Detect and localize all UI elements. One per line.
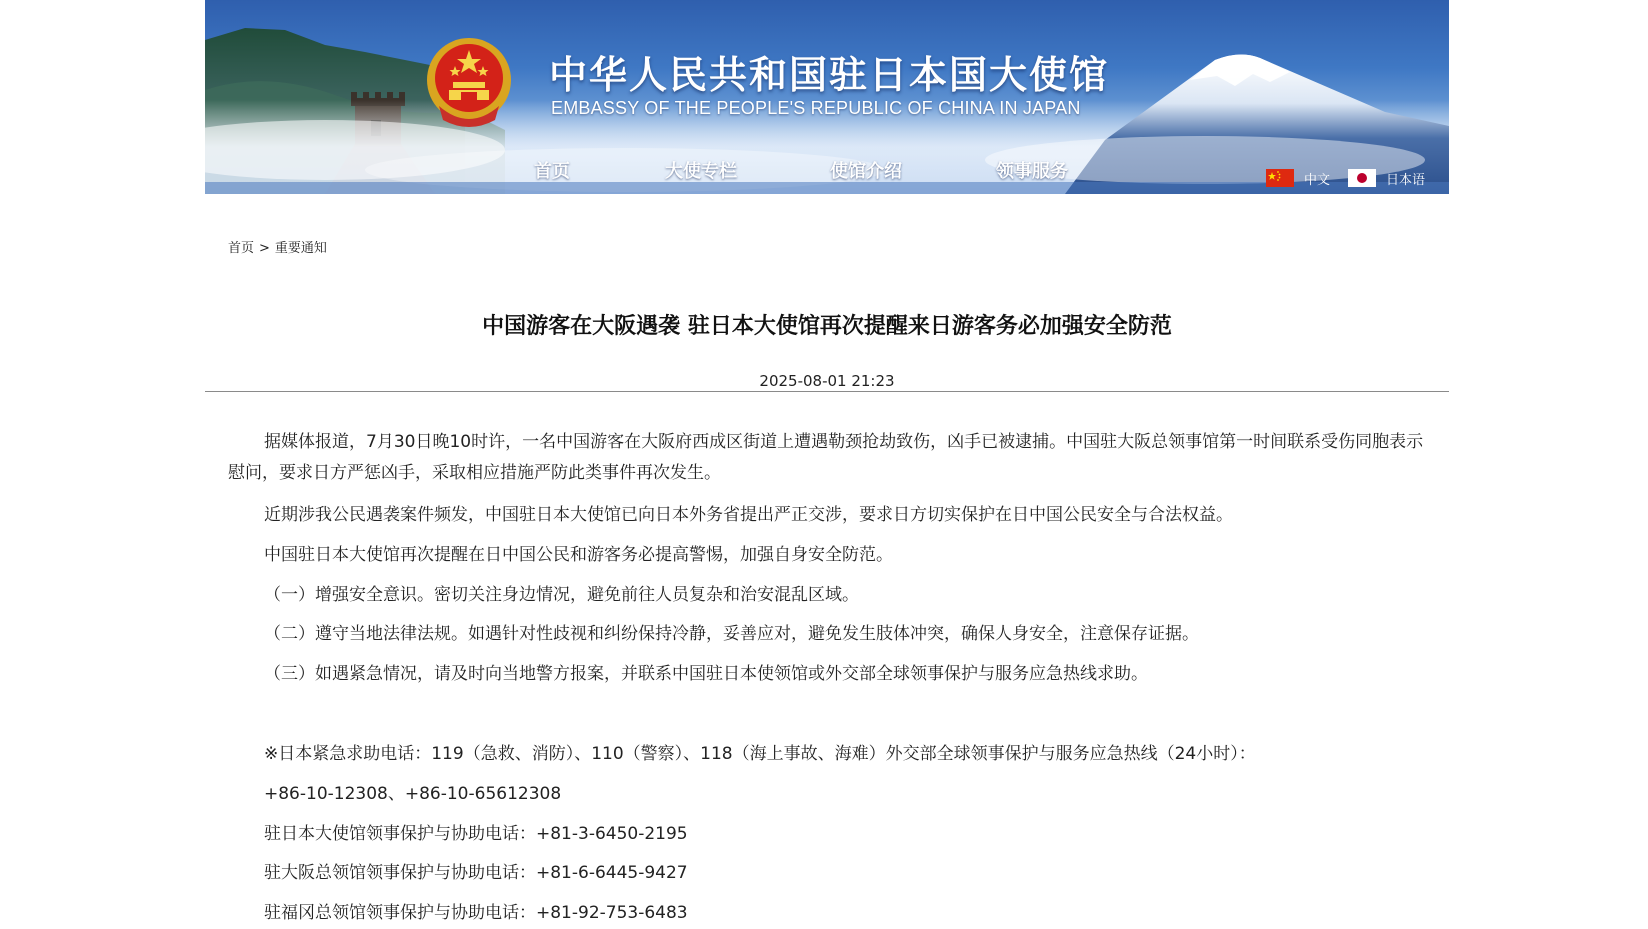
contact-line: +86-10-12308、+86-10-65612308 (264, 784, 562, 804)
breadcrumb-current-link[interactable]: 重要通知 (274, 241, 327, 256)
article-paragraph: （一）增强安全意识。密切关注身边情况，避免前往人员复杂和治安混乱区域。 (264, 585, 859, 605)
article-paragraph: 中国驻日本大使馆再次提醒在日中国公民和游客务必提高警惕，加强自身安全防范。 (264, 545, 893, 565)
title-divider (205, 391, 1449, 392)
breadcrumb-home-link[interactable]: 首页 (228, 241, 255, 256)
contact-line: ※日本紧急求助电话：119（急救、消防）、110（警察）、118（海上事故、海难）外交部全球领事保护与服务应急热线（24小时）： (264, 744, 1256, 764)
lang-label-japanese: 日本语 (1386, 172, 1426, 188)
article-date: 2025-08-01 21:23 (759, 372, 895, 390)
japan-flag-icon (1348, 169, 1376, 187)
lang-label-chinese: 中文 (1304, 172, 1331, 188)
national-emblem-icon (425, 36, 513, 128)
nav-item-embassy-intro[interactable]: 使馆介绍 (830, 161, 902, 182)
contact-line: 驻福冈总领馆领事保护与协助电话：+81-92-753-6483 (264, 903, 688, 923)
contact-line: 驻日本大使馆领事保护与协助电话：+81-3-6450-2195 (264, 824, 688, 844)
lang-switch-japanese[interactable] (1348, 169, 1425, 187)
breadcrumb (228, 237, 327, 256)
nav-item-consular-services[interactable]: 领事服务 (996, 161, 1068, 182)
article-title: 中国游客在大阪遇袭 驻日本大使馆再次提醒来日游客务必加强安全防范 (482, 314, 1172, 339)
site-subtitle: EMBASSY OF THE PEOPLE'S REPUBLIC OF CHINA IN JAPAN (551, 98, 1081, 118)
site-title: 中华人民共和国驻日本国大使馆 (549, 53, 1110, 97)
main-nav (205, 157, 1449, 187)
site-banner (205, 0, 1449, 194)
contact-line: 驻大阪总领馆领事保护与协助电话：+81-6-6445-9427 (264, 863, 688, 883)
article-paragraph: 据媒体报道，7月30日晚10时许，一名中国游客在大阪府西成区街道上遭遇勒颈抢劫致伤，凶手已被逮捕。中国驻大阪总领事馆第一时间联系受伤同胞表示慰问，要求日方严惩凶手，采取相应措施严防此类事件再次发生。 (228, 432, 1424, 483)
nav-item-ambassador-column[interactable]: 大使专栏 (665, 161, 737, 182)
china-flag-icon (1266, 169, 1294, 187)
article-paragraph: （二）遵守当地法律法规。如遇针对性歧视和纠纷保持冷静，妥善应对，避免发生肢体冲突，确保人身安全，注意保存证据。 (264, 624, 1199, 644)
nav-item-home[interactable]: 首页 (534, 161, 570, 182)
breadcrumb-separator: > (259, 241, 270, 256)
article-paragraph: 近期涉我公民遇袭案件频发，中国驻日本大使馆已向日本外务省提出严正交涉，要求日方切实保护在日中国公民安全与合法权益。 (264, 505, 1233, 525)
article-paragraph: （三）如遇紧急情况，请及时向当地警方报案，并联系中国驻日本使领馆或外交部全球领事保护与服务应急热线求助。 (264, 664, 1148, 684)
lang-switch-chinese[interactable] (1266, 169, 1330, 187)
